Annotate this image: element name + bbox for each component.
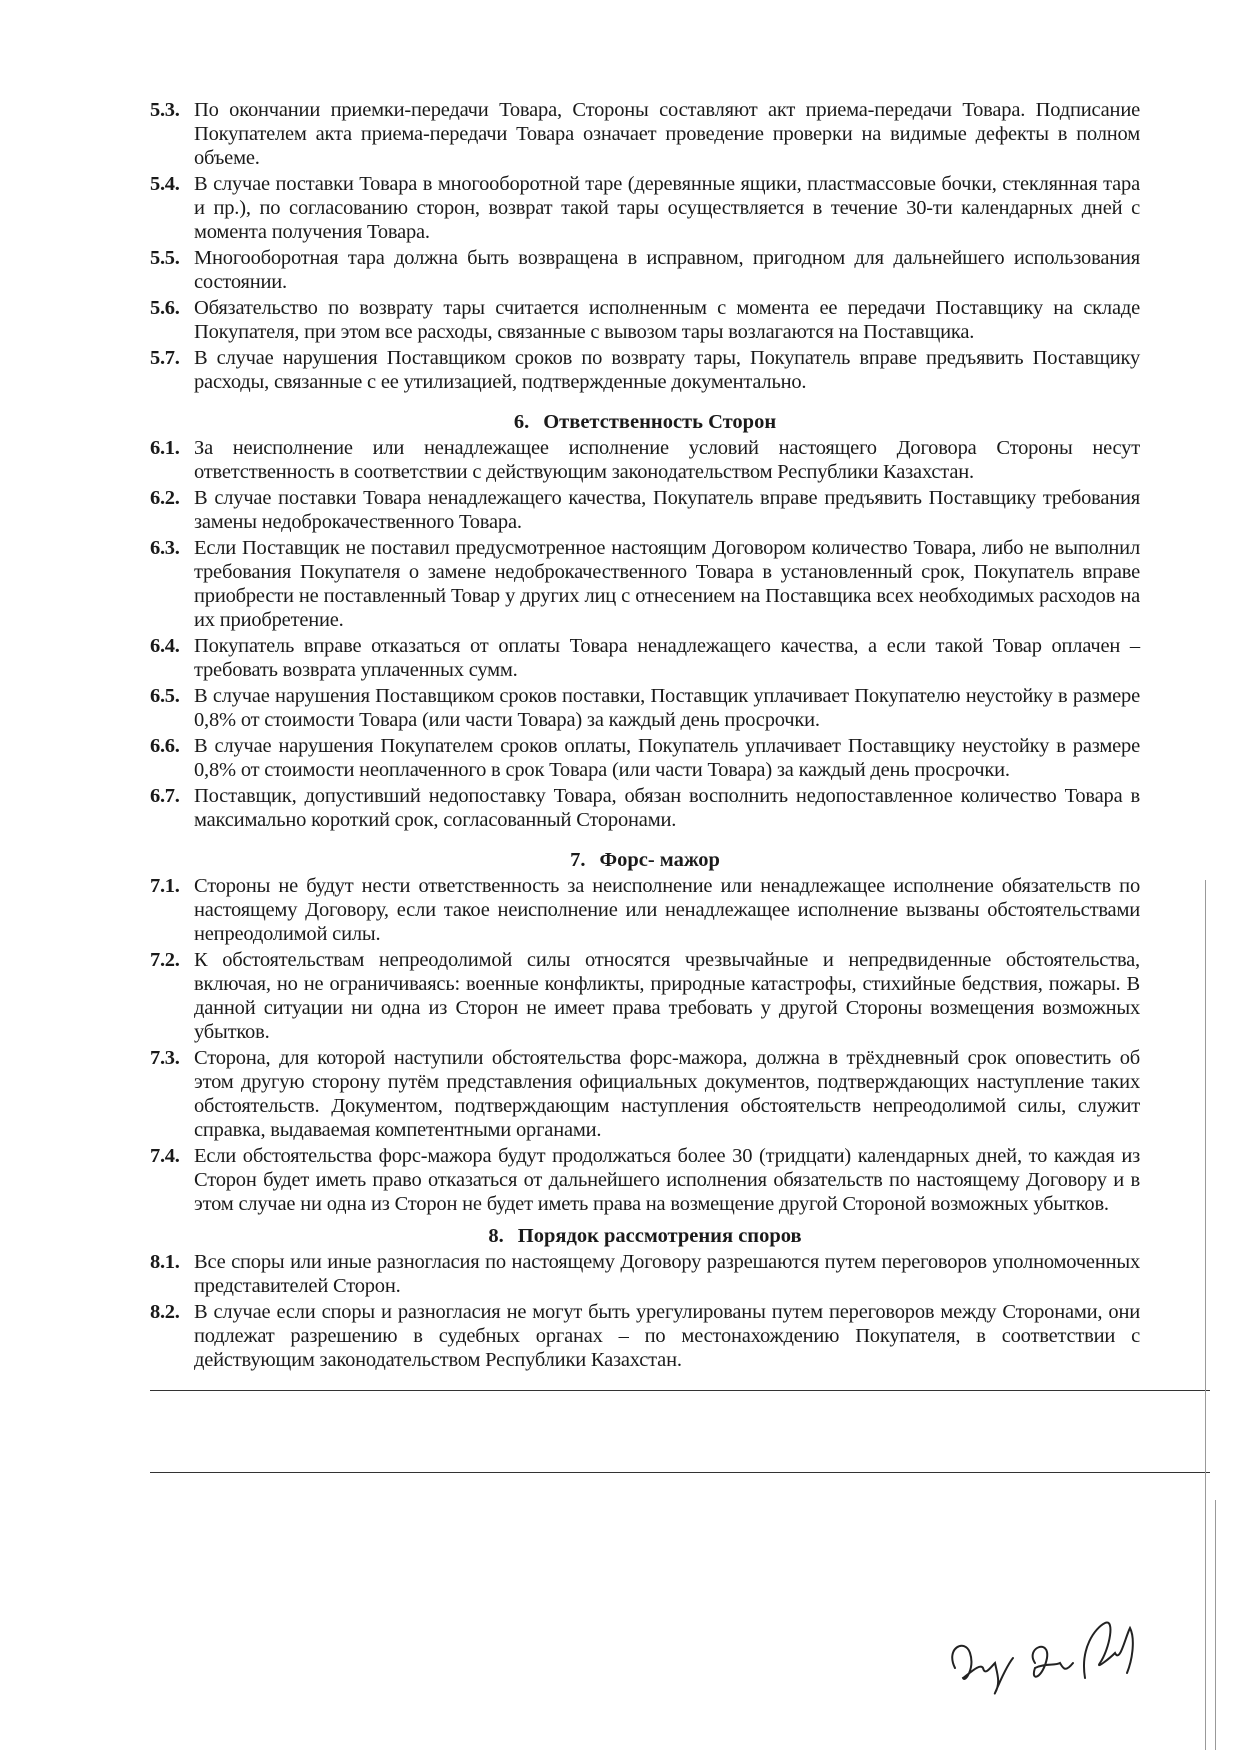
scan-rule-line: [150, 1472, 1210, 1473]
clause-text: В случае если споры и разногласия не могут быть урегулированы путем переговоров между Сторонами, они подлежат разрешению в судебных органах – по местонахождению Покупателя, в соответствии с действующим законодательством Республики Казахстан.: [194, 1301, 1140, 1371]
clause-text: Поставщик, допустивший недопоставку Товара, обязан восполнить недопоставленное количество Товара в максимально короткий срок, согласованный Сторонами.: [194, 785, 1140, 831]
clause-text: По окончании приемки-передачи Товара, Стороны составляют акт приема-передачи Товара. Подписание Покупателем акта приема-передачи Товара означает проведение проверки на видимые дефекты в полном объеме.: [194, 99, 1140, 169]
clause-number: 5.5.: [150, 247, 180, 269]
clause: [150, 1046, 1140, 1142]
section-title: Ответственность Сторон: [543, 411, 777, 433]
clause: [150, 948, 1140, 1044]
clause-text: Стороны не будут нести ответственность за неисполнение или ненадлежащее исполнение обязательств по настоящему Договору, если такое неисполнение или ненадлежащее исполнение вызваны обстоятельствами непреодолимой силы.: [194, 875, 1140, 945]
section-5-continued: [150, 98, 1140, 394]
clause: [150, 172, 1140, 244]
clause: [150, 1250, 1140, 1298]
clause-number: 8.2.: [150, 1301, 180, 1323]
clause-text: Если обстоятельства форс-мажора будут продолжаться более 30 (тридцати) календарных дней, то каждая из Сторон будет иметь право отказаться от дальнейшего исполнения обязательств по настоящему Договору и в этом случае ни одна из Сторон не будет иметь права на возмещение другой Стороной возможных убытков.: [194, 1145, 1140, 1215]
clause-text: В случае нарушения Поставщиком сроков по возврату тары, Покупатель вправе предъявить Поставщику расходы, связанные с ее утилизацией, подтвержденные документально.: [194, 347, 1140, 393]
clause-number: 6.5.: [150, 685, 180, 707]
clause: [150, 684, 1140, 732]
section-8: [150, 1224, 1140, 1372]
clause-text: В случае нарушения Поставщиком сроков поставки, Поставщик уплачивает Покупателю неустойку в размере 0,8% от стоимости Товара (или части Товара) за каждый день просрочки.: [194, 685, 1140, 731]
clause-text: К обстоятельствам непреодолимой силы относятся чрезвычайные и непредвиденные обстоятельства, включая, но не ограничиваясь: военные конфликты, природные катастрофы, стихийные бедствия, пожары. В данной ситуации ни одна из Сторон не имеет права требовать у другой Стороны возмещения возможных убытков.: [194, 949, 1140, 1043]
section-7: [150, 848, 1140, 1216]
clause: [150, 98, 1140, 170]
clause-number: 6.4.: [150, 635, 180, 657]
clause: [150, 634, 1140, 682]
clause-number: 6.6.: [150, 735, 180, 757]
section-heading: [150, 410, 1140, 434]
section-title: Форс- мажор: [599, 849, 720, 871]
clause: [150, 784, 1140, 832]
clause: [150, 436, 1140, 484]
clause-text: За неисполнение или ненадлежащее исполнение условий настоящего Договора Стороны несут ответственность в соответствии с действующим законодательством Республики Казахстан.: [194, 437, 1140, 483]
clause: [150, 536, 1140, 632]
clause: [150, 874, 1140, 946]
scan-edge-line: [1205, 880, 1206, 1750]
clause-number: 7.3.: [150, 1047, 180, 1069]
clause: [150, 346, 1140, 394]
clause-text: В случае поставки Товара ненадлежащего качества, Покупатель вправе предъявить Поставщику требования замены недоброкачественного Товара.: [194, 487, 1140, 533]
clause: [150, 1300, 1140, 1372]
section-heading: [150, 848, 1140, 872]
scan-rule-line: [150, 1390, 1210, 1391]
clause-number: 6.1.: [150, 437, 180, 459]
clause-number: 5.4.: [150, 173, 180, 195]
clause-text: Если Поставщик не поставил предусмотренное настоящим Договором количество Товара, либо не выполнил требования Покупателя о замене недоброкачественного Товара в установленный срок, Покупатель вправе приобрести не поставленный Товар у других лиц с отнесением на Поставщика всех необходимых расходов на их приобретение.: [194, 537, 1140, 631]
clause-number: 6.7.: [150, 785, 180, 807]
clause-number: 6.2.: [150, 487, 180, 509]
section-6: [150, 410, 1140, 832]
clause-number: 7.4.: [150, 1145, 180, 1167]
clause: [150, 486, 1140, 534]
clause: [150, 246, 1140, 294]
scan-edge-line: [1215, 1500, 1216, 1750]
section-number: 7.: [570, 849, 586, 871]
clause-text: Все споры или иные разногласия по настоящему Договору разрешаются путем переговоров уполномоченных представителей Сторон.: [194, 1251, 1140, 1297]
clause: [150, 1144, 1140, 1216]
clause-number: 6.3.: [150, 537, 180, 559]
contract-page: [150, 98, 1140, 1374]
section-number: 8.: [488, 1225, 504, 1247]
clause-number: 8.1.: [150, 1251, 180, 1273]
section-number: 6.: [513, 411, 530, 433]
clause-text: Сторона, для которой наступили обстоятельства форс-мажора, должна в трёхдневный срок оповестить об этом другую сторону путём представления официальных документов, подтверждающих наступление таких обстоятельств. Документом, подтверждающим наступления обстоятельств непреодолимой силы, служит справка, выдаваемая компетентными органами.: [194, 1047, 1140, 1141]
section-title: Порядок рассмотрения споров: [517, 1225, 802, 1247]
clause-number: 7.1.: [150, 875, 180, 897]
clause: [150, 296, 1140, 344]
clause: [150, 734, 1140, 782]
clause-number: 5.6.: [150, 297, 180, 319]
clause-text: В случае нарушения Покупателем сроков оплаты, Покупатель уплачивает Поставщику неустойку в размере 0,8% от стоимости неоплаченного в срок Товара (или части Товара) за каждый день просрочки.: [194, 735, 1140, 781]
clause-number: 7.2.: [150, 949, 180, 971]
clause-number: 5.7.: [150, 347, 180, 369]
section-heading: [150, 1224, 1140, 1248]
clause-text: Многооборотная тара должна быть возвращена в исправном, пригодном для дальнейшего использования состоянии.: [194, 247, 1140, 293]
clause-text: В случае поставки Товара в многооборотной таре (деревянные ящики, пластмассовые бочки, стеклянная тара и пр.), по согласованию сторон, возврат такой тары осуществляется в течение 30-ти календарных дней с момента получения Товара.: [194, 173, 1140, 243]
signature-icon: [935, 1608, 1155, 1708]
clause-text: Покупатель вправе отказаться от оплаты Товара ненадлежащего качества, а если такой Товар оплачен – требовать возврата уплаченных сумм.: [194, 635, 1140, 681]
clause-number: 5.3.: [150, 99, 180, 121]
clause-text: Обязательство по возврату тары считается исполненным с момента ее передачи Поставщику на складе Покупателя, при этом все расходы, связанные с вывозом тары возлагаются на Поставщика.: [194, 297, 1140, 343]
